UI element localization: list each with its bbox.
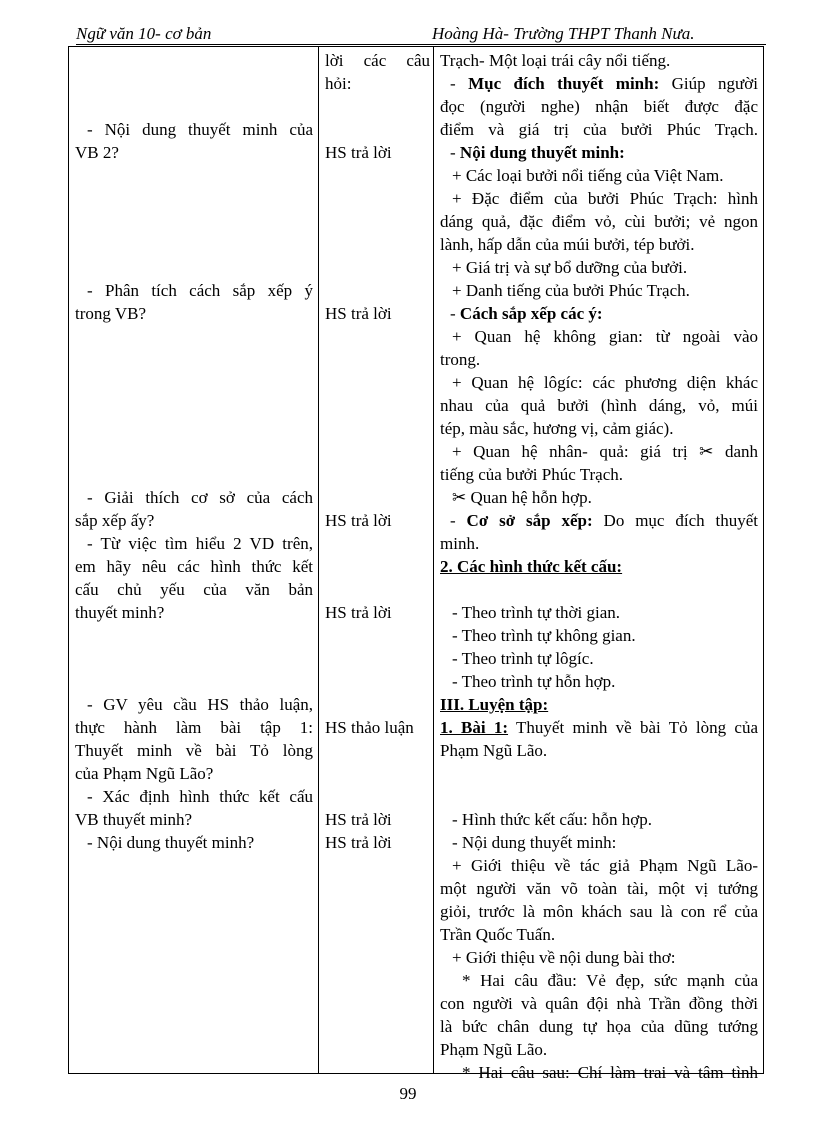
text-line: Trạch- Một loại trái cây nổi tiếng. xyxy=(440,51,671,70)
text-line xyxy=(325,578,430,601)
text-span: Nội dung thuyết minh: xyxy=(459,143,625,162)
column-divider xyxy=(318,47,319,1073)
text-line: lời các câu xyxy=(325,51,430,70)
text-line: + Giới thiệu về tác giả Phạm Ngũ Lão- xyxy=(452,856,758,875)
text-line: * Hai câu đầu: Vẻ đẹp, sức mạnh của xyxy=(462,971,758,990)
text-line xyxy=(75,256,313,279)
text-line: HS trả lời xyxy=(325,833,392,852)
text-line: + Quan hệ lôgíc: các phương diện khác xyxy=(452,373,758,392)
text-line: - Hình thức kết cấu: hỗn hợp. xyxy=(452,810,652,829)
text-line: HS thảo luận xyxy=(325,718,414,737)
text-line xyxy=(325,532,430,555)
text-line: - Nội dung thuyết minh? xyxy=(87,833,255,852)
teacher-activity-column xyxy=(75,49,313,854)
text-line xyxy=(325,279,430,302)
text-line: + Quan hệ nhân- quả: giá trị ✂ danh xyxy=(452,442,758,461)
text-span: Thuyết minh về bài Tỏ lòng của xyxy=(508,718,759,737)
text-line: - Theo trình tự không gian. xyxy=(452,626,636,645)
text-line xyxy=(325,762,430,785)
text-line: tép, màu sắc, hương vị, cảm giác). xyxy=(440,419,674,438)
text-span: 1. Bài 1: xyxy=(440,718,509,737)
lesson-table xyxy=(68,46,764,1082)
text-line: con người và quân đội nhà Trần đồng thời xyxy=(440,994,758,1013)
text-line: thực hành làm bài tập 1: xyxy=(75,718,313,737)
text-line xyxy=(75,95,313,118)
text-line xyxy=(75,463,313,486)
text-line xyxy=(325,371,430,394)
text-line xyxy=(325,739,430,762)
text-line xyxy=(440,141,758,164)
text-line: giỏi, trước là môn khách sau là con rể của xyxy=(440,902,758,921)
text-line: - Nội dung thuyết minh của xyxy=(87,120,313,139)
text-line xyxy=(75,210,313,233)
text-span: - xyxy=(450,511,467,530)
text-line: - Nội dung thuyết minh: xyxy=(452,833,617,852)
content-column xyxy=(440,49,758,1084)
text-line: sắp xếp ấy? xyxy=(75,511,155,530)
student-activity-column xyxy=(325,49,430,854)
text-line: là bức chân dung tự họa của dũng tướng xyxy=(440,1017,758,1036)
text-line xyxy=(325,95,430,118)
text-span: Mục đích thuyết minh: xyxy=(468,74,660,93)
text-line: nhau của quả bưởi (hình dáng, vỏ, múi xyxy=(440,396,758,415)
text-line: VB 2? xyxy=(75,143,119,162)
text-line xyxy=(325,463,430,486)
text-line: VB thuyết minh? xyxy=(75,810,193,829)
text-line xyxy=(75,325,313,348)
text-line: - GV yêu cầu HS thảo luận, xyxy=(87,695,313,714)
text-line xyxy=(325,187,430,210)
text-line xyxy=(75,394,313,417)
text-line: của Phạm Ngũ Lão? xyxy=(75,764,214,783)
text-line: HS trả lời xyxy=(325,603,392,622)
text-line: Phạm Ngũ Lão. xyxy=(440,1040,548,1059)
text-line xyxy=(75,164,313,187)
text-line xyxy=(325,164,430,187)
text-line: đọc (người nghe) nhận biết được đặc xyxy=(440,97,758,116)
text-line: hỏi: xyxy=(325,74,352,93)
text-line: + Quan hệ không gian: từ ngoài vào xyxy=(452,327,758,346)
text-line: minh. xyxy=(440,534,480,553)
text-line xyxy=(325,210,430,233)
text-line xyxy=(325,394,430,417)
text-line xyxy=(75,187,313,210)
text-line: + Danh tiếng của bưởi Phúc Trạch. xyxy=(452,281,690,300)
text-line: Phạm Ngũ Lão. xyxy=(440,741,548,760)
text-line xyxy=(325,693,430,716)
text-line: điểm và giá trị của bưởi Phúc Trạch. xyxy=(440,120,758,139)
text-line xyxy=(325,417,430,440)
text-line: + Giá trị và sự bổ dưỡng của bưởi. xyxy=(452,258,688,277)
text-line xyxy=(75,670,313,693)
text-line xyxy=(325,256,430,279)
text-line: - Giải thích cơ sở của cách xyxy=(87,488,313,507)
text-line: - Từ việc tìm hiểu 2 VD trên, xyxy=(87,534,313,553)
page-number: 99 xyxy=(399,1084,417,1103)
text-line xyxy=(325,555,430,578)
text-line xyxy=(325,785,430,808)
text-line: + Đặc điểm của bưởi Phúc Trạch: hình xyxy=(452,189,758,208)
text-line: III. Luyện tập: xyxy=(440,695,549,714)
text-line: tiếng của bưởi Phúc Trạch. xyxy=(440,465,623,484)
text-line: - Phân tích cách sắp xếp ý xyxy=(87,281,313,300)
text-line xyxy=(325,440,430,463)
text-line: em hãy nêu các hình thức kết xyxy=(75,557,313,576)
text-line xyxy=(440,509,758,532)
header-left: Ngữ văn 10- cơ bản xyxy=(76,24,212,43)
text-line xyxy=(75,647,313,670)
text-line xyxy=(325,647,430,670)
text-line: - Theo trình tự thời gian. xyxy=(452,603,621,622)
text-line: cấu chủ yếu của văn bản xyxy=(75,580,313,599)
text-line xyxy=(325,325,430,348)
text-line xyxy=(440,785,758,808)
text-line xyxy=(325,348,430,371)
text-line: Thuyết minh về bài Tỏ lòng xyxy=(75,741,313,760)
text-line xyxy=(325,624,430,647)
text-line xyxy=(75,49,313,72)
text-line: một người văn võ toàn tài, một vị tướng xyxy=(440,879,758,898)
text-line: - Theo trình tự lôgíc. xyxy=(452,649,594,668)
text-line: lành, hấp dẫn của múi bưởi, tép bưởi. xyxy=(440,235,695,254)
text-line xyxy=(75,417,313,440)
text-line xyxy=(75,371,313,394)
text-line: HS trả lời xyxy=(325,304,392,323)
text-line xyxy=(325,118,430,141)
text-line xyxy=(440,72,758,95)
text-line xyxy=(75,72,313,95)
text-span: - xyxy=(450,74,469,93)
text-line xyxy=(440,762,758,785)
text-line xyxy=(325,486,430,509)
header-right: Hoàng Hà- Trường THPT Thanh Nưa. xyxy=(432,24,695,43)
page-header xyxy=(76,24,766,45)
text-line xyxy=(325,233,430,256)
text-line: trong VB? xyxy=(75,304,146,323)
text-line: trong. xyxy=(440,350,481,369)
text-line xyxy=(75,348,313,371)
text-line xyxy=(75,233,313,256)
text-span: Giúp người xyxy=(659,74,758,93)
text-span: - xyxy=(450,143,460,162)
column-divider xyxy=(433,47,434,1073)
text-span: Do mục đích thuyết xyxy=(592,511,758,530)
text-line: dáng quả, đặc điểm vỏ, cùi bưởi; vẻ ngon xyxy=(440,212,758,231)
text-line: HS trả lời xyxy=(325,511,392,530)
text-span: Cách sắp xếp các ý: xyxy=(459,304,603,323)
text-line: * Hai câu sau: Chí làm trai và tâm tình xyxy=(462,1063,758,1082)
text-line: - Theo trình tự hỗn hợp. xyxy=(452,672,616,691)
text-line xyxy=(325,670,430,693)
text-line: + Giới thiệu về nội dung bài thơ: xyxy=(452,948,676,967)
text-line: - Xác định hình thức kết cấu xyxy=(87,787,313,806)
text-line: HS trả lời xyxy=(325,143,392,162)
text-line: Trần Quốc Tuấn. xyxy=(440,925,556,944)
text-span: - xyxy=(450,304,460,323)
text-line: HS trả lời xyxy=(325,810,392,829)
text-line xyxy=(75,440,313,463)
text-line xyxy=(75,624,313,647)
text-line: thuyết minh? xyxy=(75,603,165,622)
text-span: Cơ sở sắp xếp: xyxy=(466,511,593,530)
text-line: 2. Các hình thức kết cấu: xyxy=(440,557,623,576)
text-line: + Các loại bưởi nổi tiếng của Việt Nam. xyxy=(452,166,724,185)
text-line xyxy=(440,578,758,601)
text-line xyxy=(440,302,758,325)
text-line xyxy=(440,716,758,739)
text-line: ✂ Quan hệ hỗn hợp. xyxy=(452,488,592,507)
